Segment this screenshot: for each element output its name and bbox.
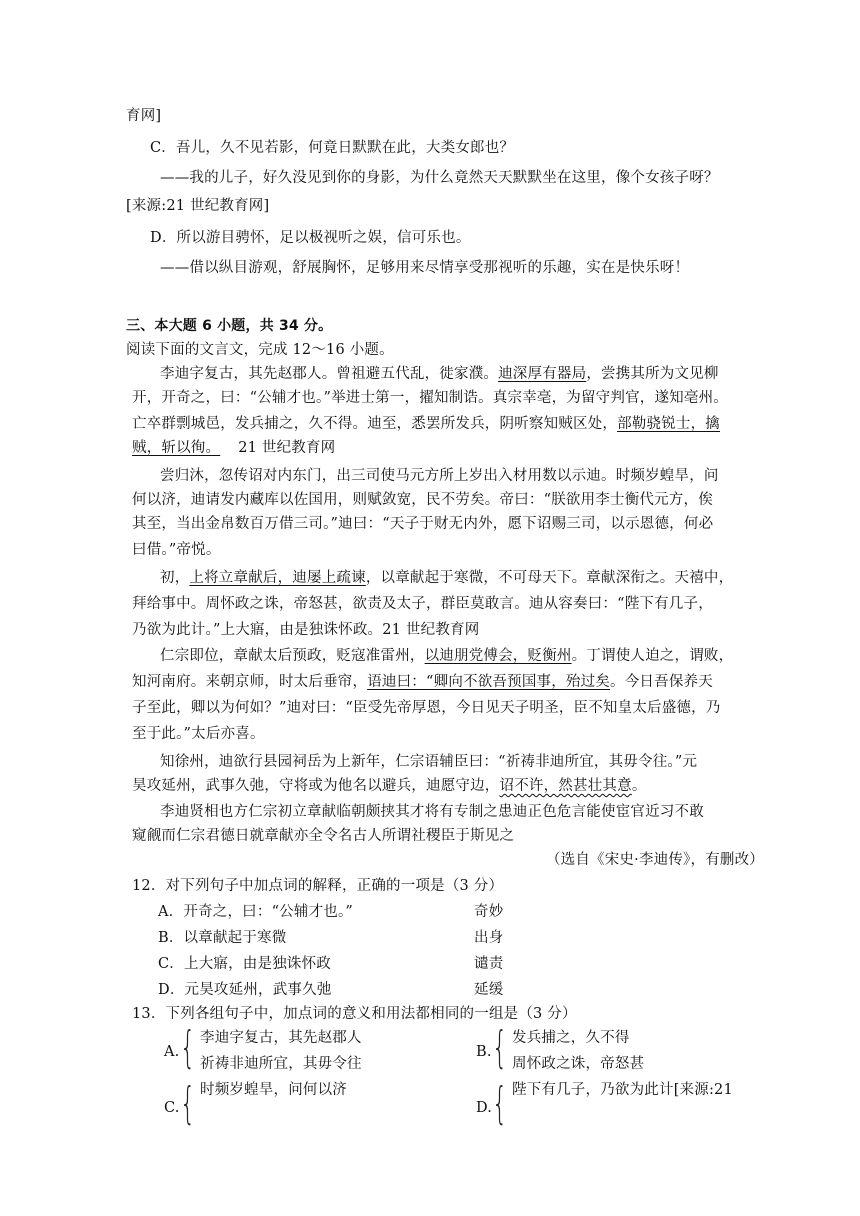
q13-option-b-label: B. — [476, 1044, 492, 1060]
passage-text: 初， — [160, 570, 190, 586]
instructions: 阅读下面的文言文，完成 12～16 小题。 — [126, 342, 394, 358]
passage-text: 昊攻延州，武事久弛，守将或为他名以避兵，迪愿守边， — [132, 778, 500, 794]
q12-option-c-answer: 谴责 — [474, 956, 504, 972]
passage-line: 知徐州，迪欲行县园祠岳为上新年，仁宗语辅臣曰：“祈祷非迪所宜，其毋令往。”元 — [160, 754, 698, 770]
passage-line: 至于此。”太后亦喜。 — [132, 726, 265, 742]
passage-line — [132, 776, 647, 796]
translation-c: ——我的儿子，好久没见到你的身影，为什么竟然天天默默坐在这里，像个女孩子呀？ — [160, 170, 719, 186]
brace-icon: { — [492, 1078, 508, 1129]
underlined-sentence: 语迪曰：“卿向不欲吾预国事，殆过矣 — [367, 674, 611, 690]
q13-option-a-line1: 李迪字复古，其先赵郡人 — [200, 1030, 362, 1046]
q12-option-b: B．以章献起于寒微 — [158, 930, 287, 946]
q12-option-b-answer: 出身 — [474, 930, 504, 946]
section-heading: 三、本大题 6 小题，共 34 分。 — [126, 318, 333, 334]
underlined-sentence: 以迪朋党傅会，贬衡州 — [424, 648, 572, 664]
underlined-sentence: 上将立章献后，迪屡上疏谏 — [189, 570, 366, 586]
passage-text: ，尝携其所为文见柳 — [586, 366, 719, 382]
q13-option-d-line1: 陛下有几子，乃欲为此计[来源:21 — [512, 1082, 733, 1098]
q13-option-c-line1: 时频岁蝗旱，问何以济 — [200, 1082, 347, 1098]
q13-option-b-line1: 发兵捕之，久不得 — [512, 1030, 630, 1046]
passage-line: 曰借。”帝悦。 — [132, 542, 221, 558]
q12-option-a: A．开奇之，曰：“公辅才也。” — [158, 904, 354, 920]
underlined-sentence: 迪深厚有器局 — [498, 366, 587, 382]
passage-line: 尝归沐，忽传诏对内东门，出三司使马元方所上岁出入材用数以示迪。时频岁蝗旱，问 — [160, 468, 719, 484]
option-c: C．吾儿，久不见若影，何竟日默默在此，大类女郎也？ — [150, 140, 515, 156]
underlined-sentence: 贼，斩以徇。 — [132, 440, 221, 456]
q13-option-b-line2: 周怀政之诛，帝怒甚 — [512, 1056, 645, 1072]
passage-line: 窥觎而仁宗君德日就章献亦全令名古人所谓社稷臣于斯见之 — [132, 828, 515, 844]
q13-option-a-label: A. — [164, 1044, 180, 1060]
q13-option-d-label: D. — [476, 1100, 493, 1116]
q12-option-d-answer: 延缓 — [474, 982, 504, 998]
option-d: D．所以游目骋怀，足以极视听之娱，信可乐也。 — [150, 230, 471, 246]
q12-option-c: C．上大寤，由是独诛怀政 — [158, 956, 331, 972]
passage-text: 。今日吾保养天 — [610, 674, 713, 690]
passage-text: ，以章献起于寒微，不可母天下。章献深衔之。天禧中， — [365, 570, 734, 586]
passage-text: 仁宗即位，章献太后预政，贬寇准雷州， — [160, 648, 425, 664]
passage-line — [132, 438, 335, 458]
underlined-sentence: 部勒骁锐士，擒 — [617, 416, 721, 432]
passage-line: 其至，当出金帛数百万借三司。”迪曰：“天子于财无内外，愿下诏赐三司，以示恩德，何必 — [132, 516, 714, 532]
q12-option-d: D．元昊攻延州，武事久弛 — [158, 982, 332, 998]
passage-line — [160, 568, 733, 588]
passage-line — [160, 364, 719, 384]
passage-line: 何以济，迪请发内藏库以佐国用，则赋敛宽，民不劳矣。帝曰：“朕欲用李士衡代元方，俟 — [132, 492, 713, 508]
passage-line: 子至此，卿以为何如？”迪对曰：“臣受先帝厚恩，今日见天子明圣，臣不知皇太后盛德，乃 — [132, 700, 721, 716]
q13-option-c-label: C. — [164, 1100, 180, 1116]
underlined-sentence: 诏不许，然甚壮其意 — [499, 778, 632, 794]
brace-icon: { — [492, 1022, 508, 1073]
citation: （选自《宋史·李迪传》，有删改） — [545, 852, 764, 868]
passage-line: 拜给事中。周怀政之诛，帝怒甚，欲责及太子，群臣莫敢言。迪从容奏曰：“陛下有几子， — [132, 596, 713, 612]
passage-line: 李迪贤相也方仁宗初立章献临朝颇挟其才将有专制之患迪正色危言能使宦官近习不敢 — [160, 804, 704, 820]
passage-line: 乃欲为此计。”上大寤，由是独诛怀政。21 世纪教育网 — [132, 622, 480, 638]
translation-d: ——借以纵目游观，舒展胸怀，足够用来尽情享受那视听的乐趣，实在是快乐呀！ — [160, 260, 690, 276]
passage-line: 开，开奇之，曰：“公辅才也。”举进士第一，擢知制诰。真宗幸亳，为留守判官，遂知亳州。 — [132, 390, 728, 406]
passage-text: 21 世纪教育网 — [238, 440, 336, 456]
brace-icon: { — [180, 1022, 196, 1073]
brace-icon: { — [180, 1078, 196, 1129]
q12-option-a-answer: 奇妙 — [474, 904, 504, 920]
passage-text: 亡卒群剽城邑，发兵捕之，久不得。迪至，悉罢所发兵，阴听察知贼区处， — [132, 416, 618, 432]
q13-option-a-line2: 祈祷非迪所宜，其毋令往 — [200, 1056, 362, 1072]
passage-line — [160, 646, 733, 666]
text-line: 育网] — [126, 108, 162, 124]
passage-line — [132, 414, 720, 434]
passage-line — [132, 672, 713, 692]
passage-text: 。 — [631, 778, 647, 794]
question-13: 13．下列各组句子中，加点词的意义和用法都相同的一组是（3 分） — [132, 1006, 577, 1022]
passage-text: 。丁谓使人迫之，谓败， — [571, 648, 734, 664]
question-12: 12．对下列句子中加点词的解释，正确的一项是（3 分） — [132, 878, 504, 894]
passage-text: 知河南府。来朝京师，时太后垂帘， — [132, 674, 368, 690]
source-note: [来源:21 世纪教育网] — [126, 198, 270, 214]
passage-text: 李迪字复古，其先赵郡人。曾祖避五代乱，徙家濮。 — [160, 366, 499, 382]
